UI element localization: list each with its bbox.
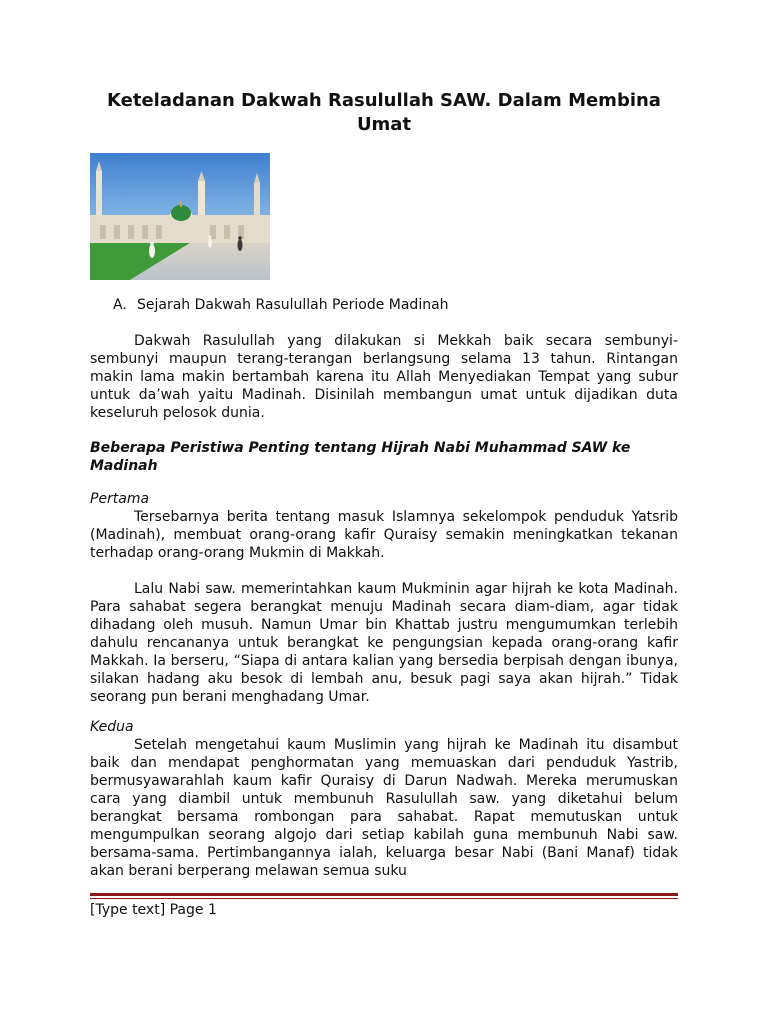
mosque-illustration <box>90 153 270 280</box>
section-heading-text: Sejarah Dakwah Rasulullah Periode Madinah <box>137 297 449 313</box>
footer-rule-thin <box>90 898 678 899</box>
section-marker: A. <box>113 297 127 313</box>
label-pertama: Pertama <box>90 491 150 507</box>
pertama-paragraph-1: Tersebarnya berita tentang masuk Islamnya sekelompok penduduk Yatsrib (Madinah), membuat orang-orang kafir Quraisy semakin meningkatkan tekanan terhadap orang-orang Mukmin di Makkah. <box>90 509 678 561</box>
section-heading <box>113 296 449 314</box>
mosque-photo <box>90 153 270 280</box>
label-kedua: Kedua <box>90 719 134 735</box>
green-dome <box>171 205 191 221</box>
page-footer: [Type text] Page 1 <box>90 902 217 918</box>
pertama-paragraph-2: Lalu Nabi saw. memerintahkan kaum Mukminin agar hijrah ke kota Madinah. Para sahabat segera berangkat menuju Madinah secara diam-diam, agar tidak dihadang oleh musuh. Namun Umar bin Khattab justru mengumumkan terlebih dahulu rencananya untuk berangkat ke pengungsian kepada orang-orang kafir Makkah. Ia berseru, “Siapa di antara kalian yang bersedia berpisah dengan ibunya, silakan hadang aku besok di lembah anu, besuk pagi saya akan hijrah.” Tidak seorang pun berani menghadang Umar. <box>90 581 678 705</box>
intro-paragraph: Dakwah Rasulullah yang dilakukan si Mekkah baik secara sembunyi-sembunyi maupun terang-terangan berlangsung selama 13 tahun. Rintangan makin lama makin bertambah karena itu Allah Menyediakan Tempat yang subur untuk da’wah yaitu Madinah. Disinilah membangun umat untuk dijadikan duta keseluruh pelosok dunia. <box>90 333 678 421</box>
document-title: Keteladanan Dakwah Rasulullah SAW. Dalam Membina Umat <box>107 90 661 135</box>
subheading: Beberapa Peristiwa Penting tentang Hijrah Nabi Muhammad SAW ke Madinah <box>90 440 631 474</box>
footer-rule-thick <box>90 893 678 896</box>
kedua-paragraph: Setelah mengetahui kaum Muslimin yang hijrah ke Madinah itu disambut baik dan mendapat penghormatan yang memuaskan dari penduduk Yastrib, bermusyawarahlah kaum kafir Quraisy di Darun Nadwah. Mereka merumuskan cara yang diambil untuk membunuh Rasulullah saw. yang diketahui belum berangkat bersama rombongan para sahabat. Rapat memutuskan untuk mengumpulkan seorang algojo dari setiap kabilah guna membunuh Nabi saw. bersama-sama. Pertimbangannya ialah, keluarga besar Nabi (Bani Manaf) tidak akan berani berperang melawan semua suku <box>90 737 678 879</box>
